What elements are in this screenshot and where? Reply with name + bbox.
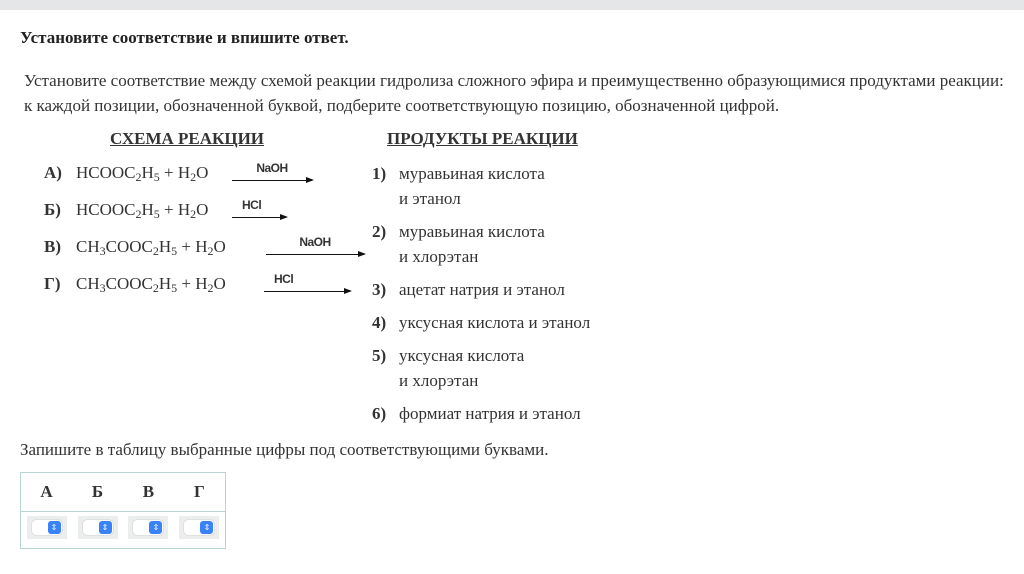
product-item xyxy=(372,161,545,211)
product-item xyxy=(372,401,581,426)
formula-part: O xyxy=(196,163,209,182)
product-number: 3) xyxy=(372,280,387,299)
updown-chevron-icon: ⇕ xyxy=(149,521,162,534)
answer-select-b[interactable] xyxy=(83,520,113,535)
product-item xyxy=(372,219,545,269)
formula-part: 2 xyxy=(152,244,159,258)
reaction-arrow xyxy=(232,198,286,218)
product-item xyxy=(372,277,565,302)
formula-part: O xyxy=(213,274,226,293)
updown-chevron-icon: ⇕ xyxy=(48,521,61,534)
formula-part: 5 xyxy=(153,207,160,221)
top-bar xyxy=(0,0,1024,10)
formula-part: 2 xyxy=(135,207,142,221)
product-text-line2: и хлорэтан xyxy=(399,247,479,266)
question-text: Установите соответствие между схемой реакции гидролиза сложного эфира и преимущественно образующимися продуктами реакции: к каждой позиции, обозначенной буквой, подберите соответствующую позицию, обозначенной цифрой. xyxy=(24,71,1004,115)
formula-part: H xyxy=(158,237,172,256)
arrow-icon xyxy=(232,180,312,181)
formula-part: 5 xyxy=(153,170,160,184)
formula-part: H xyxy=(158,274,172,293)
formula-part: O xyxy=(196,200,209,219)
formula-part: 2 xyxy=(207,281,214,295)
reaction-formula xyxy=(76,163,208,182)
reagent-label: HCl xyxy=(242,198,262,212)
reaction-row xyxy=(44,161,288,187)
instruction-text: Запишите в таблицу выбранные цифры под соответствующими буквами. xyxy=(20,440,549,459)
header-b: Б xyxy=(72,473,123,512)
product-text-line2: и хлорэтан xyxy=(399,371,479,390)
reaction-letter: Г) xyxy=(44,274,61,293)
formula-part: 2 xyxy=(152,281,159,295)
formula-part: 3 xyxy=(99,244,106,258)
product-number: 5) xyxy=(372,346,387,365)
updown-chevron-icon: ⇕ xyxy=(99,521,112,534)
reaction-row xyxy=(44,272,294,298)
answer-select-a[interactable] xyxy=(32,520,62,535)
formula-part: 5 xyxy=(171,281,178,295)
product-item xyxy=(372,343,524,393)
left-column-header: СХЕМА РЕАКЦИИ xyxy=(110,129,265,148)
reagent-label: HCl xyxy=(274,272,294,286)
product-number: 2) xyxy=(372,222,387,241)
answer-select-v[interactable] xyxy=(133,520,163,535)
reagent-label: NaOH xyxy=(299,235,331,249)
answer-table xyxy=(20,472,226,549)
formula-part: H xyxy=(141,200,154,219)
formula-part: H xyxy=(141,163,154,182)
formula-part: HCOOC xyxy=(76,200,136,219)
arrow-icon xyxy=(264,291,350,292)
product-text: муравьиная кислота xyxy=(399,222,545,241)
formula-part: 2 xyxy=(135,170,142,184)
formula-part: 2 xyxy=(207,244,214,258)
formula-part: + H xyxy=(177,237,208,256)
formula-part: 2 xyxy=(190,207,197,221)
formula-part: COOC xyxy=(105,274,153,293)
product-text: муравьиная кислота xyxy=(399,164,545,183)
header-v: В xyxy=(123,473,174,512)
reaction-letter: В) xyxy=(44,237,61,256)
product-number: 6) xyxy=(372,404,387,423)
product-text: уксусная кислота и этанол xyxy=(399,313,591,332)
header-g: Г xyxy=(174,473,226,512)
reaction-arrow xyxy=(266,235,364,255)
formula-part: O xyxy=(213,237,226,256)
product-text-line2: и этанол xyxy=(399,189,461,208)
product-text: формиат натрия и этанол xyxy=(399,404,581,423)
reaction-formula xyxy=(76,237,226,256)
formula-part: + H xyxy=(177,274,208,293)
formula-part: COOC xyxy=(105,237,153,256)
arrow-icon xyxy=(232,217,286,218)
reaction-row xyxy=(44,235,331,261)
reaction-row xyxy=(44,198,262,224)
reaction-arrow xyxy=(264,272,350,292)
reaction-arrow xyxy=(232,161,312,181)
reaction-formula xyxy=(76,200,208,219)
reaction-letter: Б) xyxy=(44,200,61,219)
answer-select-g[interactable] xyxy=(184,520,214,535)
formula-part: 3 xyxy=(99,281,106,295)
formula-part: CH xyxy=(76,274,100,293)
product-number: 4) xyxy=(372,313,387,332)
right-column-header: ПРОДУКТЫ РЕАКЦИИ xyxy=(387,129,578,148)
formula-part: 5 xyxy=(171,244,178,258)
reaction-letter: А) xyxy=(44,163,62,182)
reagent-label: NaOH xyxy=(256,161,288,175)
updown-chevron-icon: ⇕ xyxy=(200,521,213,534)
product-item xyxy=(372,310,590,335)
reaction-formula xyxy=(76,274,226,293)
formula-part: CH xyxy=(76,237,100,256)
formula-part: 2 xyxy=(190,170,197,184)
arrow-icon xyxy=(266,254,364,255)
product-text: ацетат натрия и этанол xyxy=(399,280,565,299)
header-a: А xyxy=(21,473,73,512)
product-number: 1) xyxy=(372,164,387,183)
product-text: уксусная кислота xyxy=(399,346,525,365)
task-title: Установите соответствие и впишите ответ. xyxy=(20,28,349,47)
formula-part: + H xyxy=(159,200,191,219)
formula-part: HCOOC xyxy=(76,163,136,182)
formula-part: + H xyxy=(159,163,191,182)
